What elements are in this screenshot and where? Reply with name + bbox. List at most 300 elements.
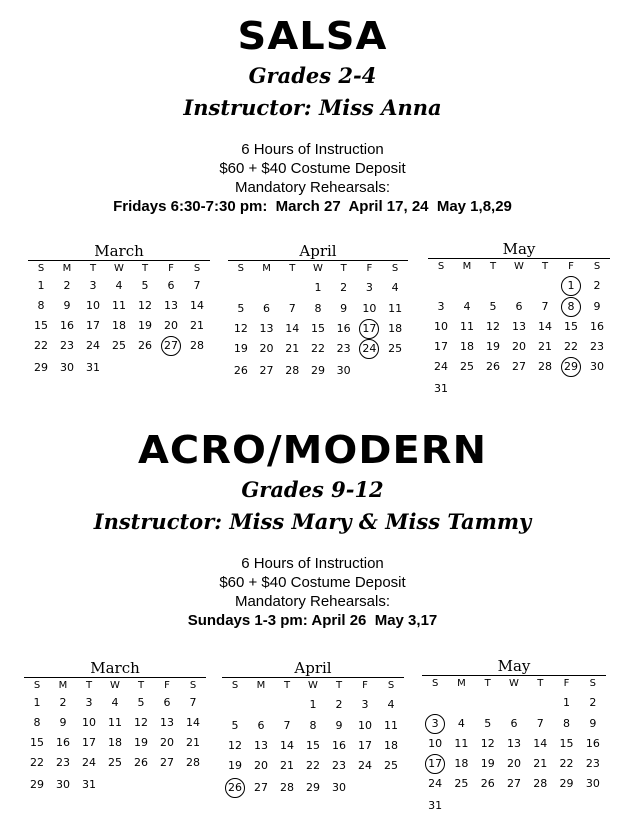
date-number: 26 xyxy=(480,777,495,790)
calendar-day xyxy=(454,337,480,357)
calendar-month-name: May xyxy=(502,240,536,258)
date-number: 10 xyxy=(82,716,96,729)
date-number xyxy=(157,773,177,793)
date-number: 9 xyxy=(335,719,343,732)
weekday-header: S xyxy=(391,263,399,274)
date-number: 17 xyxy=(358,739,372,752)
calendar-week-row xyxy=(428,337,610,357)
date-number: 15 xyxy=(564,320,578,333)
date-number: 31 xyxy=(428,798,443,812)
date-number: 4 xyxy=(463,300,471,313)
calendar-day xyxy=(448,774,474,794)
calendar-day xyxy=(24,773,50,796)
calendar-week-row xyxy=(222,716,404,736)
date-number xyxy=(231,276,251,296)
calendar-grid xyxy=(428,259,610,400)
weekday-header: S xyxy=(431,678,439,689)
calendar-day xyxy=(180,693,206,713)
calendar-day xyxy=(305,359,331,382)
calendar-day xyxy=(326,736,352,756)
calendar-day xyxy=(331,319,357,339)
calendar-day xyxy=(527,754,553,774)
calendar-day xyxy=(154,693,180,713)
calendar-empty-cell xyxy=(102,773,128,796)
calendar-week-row xyxy=(28,276,210,296)
date-number: 25 xyxy=(112,339,126,352)
date-number: 10 xyxy=(358,719,372,732)
date-number: 18 xyxy=(112,319,126,332)
calendar-day xyxy=(54,276,80,296)
calendar-day xyxy=(128,733,154,753)
calendar-day xyxy=(24,713,50,733)
calendar-empty-cell xyxy=(180,773,206,796)
date-number: 25 xyxy=(460,360,474,373)
calendar-month-name: April xyxy=(294,659,332,677)
calendar-week-row xyxy=(422,754,606,774)
weekday-header: W xyxy=(313,263,323,274)
calendar-day xyxy=(454,317,480,337)
date-number: 6 xyxy=(163,696,171,709)
calendar-day xyxy=(501,714,527,734)
calendar-day xyxy=(378,736,404,756)
salsa-calendar-april xyxy=(228,242,408,382)
date-number xyxy=(504,691,524,711)
calendar-day xyxy=(279,319,305,339)
date-number xyxy=(478,794,498,814)
calendar-day xyxy=(501,754,527,774)
calendar-day xyxy=(382,299,408,319)
calendar-week-row xyxy=(24,713,206,733)
calendar-day xyxy=(274,716,300,736)
calendar-day xyxy=(352,756,378,776)
calendar-day xyxy=(154,733,180,753)
calendar-week-row xyxy=(428,274,610,297)
weekday-header: W xyxy=(308,680,318,691)
date-number: 28 xyxy=(538,360,552,373)
date-number xyxy=(530,794,550,814)
calendar-week-row xyxy=(24,753,206,773)
date-number: 26 xyxy=(225,778,245,798)
calendar-empty-cell xyxy=(228,276,254,299)
date-number: 14 xyxy=(190,299,204,312)
date-number: 29 xyxy=(561,357,581,377)
date-number xyxy=(530,691,550,711)
calendar-day xyxy=(80,336,106,356)
salsa-price: $60 + $40 Costume Deposit xyxy=(219,160,406,177)
calendar-day xyxy=(357,276,383,299)
calendar-day xyxy=(501,774,527,794)
weekday-header: S xyxy=(193,263,201,274)
calendar-day xyxy=(382,276,408,299)
calendar-day xyxy=(50,773,76,796)
date-number: 15 xyxy=(310,322,325,335)
calendar-day xyxy=(428,377,454,400)
date-number: 23 xyxy=(60,339,74,352)
date-number: 7 xyxy=(189,696,197,709)
calendar-day xyxy=(300,693,326,716)
date-number: 28 xyxy=(533,777,548,790)
calendar-day xyxy=(584,317,610,337)
calendar-day xyxy=(558,317,584,337)
date-number: 1 xyxy=(314,280,322,294)
acro-calendar-april xyxy=(222,659,404,799)
calendar-empty-cell xyxy=(222,693,248,716)
calendar-day xyxy=(480,297,506,317)
date-number: 9 xyxy=(593,300,601,313)
date-number: 4 xyxy=(115,279,123,292)
calendar-day xyxy=(106,296,132,316)
calendar-day xyxy=(106,316,132,336)
date-number: 5 xyxy=(231,719,239,732)
calendar-day xyxy=(128,713,154,733)
calendar-day xyxy=(76,733,102,753)
weekday-header: F xyxy=(362,680,368,691)
date-number xyxy=(587,377,607,397)
date-number xyxy=(131,773,151,793)
date-number: 9 xyxy=(63,299,71,312)
date-number: 27 xyxy=(160,756,174,769)
calendar-day xyxy=(158,316,184,336)
date-number: 12 xyxy=(233,322,248,335)
calendar-empty-cell xyxy=(428,274,454,297)
weekday-header: T xyxy=(484,678,491,689)
calendar-day xyxy=(454,297,480,317)
calendar-day xyxy=(422,734,448,754)
weekday-header: T xyxy=(85,680,93,691)
date-number: 19 xyxy=(228,759,242,772)
date-number: 8 xyxy=(561,297,581,317)
date-number: 11 xyxy=(108,716,122,729)
calendar-day xyxy=(378,716,404,736)
calendar-day xyxy=(553,754,579,774)
salsa-grades: Grades 2-4 xyxy=(248,63,377,88)
date-number xyxy=(187,356,207,376)
date-number: 7 xyxy=(536,717,544,730)
date-number: 5 xyxy=(137,696,145,709)
date-number: 6 xyxy=(515,300,523,313)
date-number: 23 xyxy=(590,340,604,353)
calendar-week-row xyxy=(228,359,408,382)
weekday-header: T xyxy=(340,263,347,274)
calendar-day xyxy=(102,753,128,773)
calendar-day xyxy=(448,734,474,754)
calendar-day xyxy=(76,753,102,773)
calendar-day xyxy=(506,357,532,377)
date-number: 28 xyxy=(280,780,294,794)
weekday-header: S xyxy=(231,680,239,691)
calendar-day xyxy=(102,693,128,713)
weekday-header: T xyxy=(137,680,145,691)
calendar-day xyxy=(132,296,158,316)
date-number xyxy=(385,359,405,379)
calendar-day xyxy=(305,276,331,299)
calendar-week-row xyxy=(222,756,404,776)
calendar-empty-cell xyxy=(422,691,448,714)
calendar-day xyxy=(305,339,331,359)
date-number: 26 xyxy=(138,339,152,352)
date-number xyxy=(457,274,477,294)
circled-rehearsal-date xyxy=(558,274,584,297)
date-number: 23 xyxy=(585,757,600,770)
date-number: 10 xyxy=(434,320,448,333)
calendar-week-row xyxy=(428,377,610,400)
calendar-week-row xyxy=(228,299,408,319)
date-number: 5 xyxy=(489,300,497,313)
calendar-day xyxy=(305,319,331,339)
calendar-day xyxy=(352,693,378,716)
weekday-header: F xyxy=(168,263,174,274)
calendar-day xyxy=(76,773,102,796)
calendar-day xyxy=(475,714,501,734)
calendar-day xyxy=(80,356,106,379)
calendar-empty-cell xyxy=(279,276,305,299)
date-number: 9 xyxy=(589,717,597,730)
date-number: 19 xyxy=(134,736,148,749)
calendar-empty-cell xyxy=(532,274,558,297)
date-number: 11 xyxy=(384,719,398,732)
date-number xyxy=(431,274,451,294)
weekday-header: S xyxy=(437,261,445,272)
calendar-day xyxy=(584,357,610,377)
calendar-day xyxy=(527,774,553,794)
date-number: 13 xyxy=(164,299,178,312)
calendar-day xyxy=(128,753,154,773)
calendar-day xyxy=(254,299,280,319)
calendar-day xyxy=(279,359,305,382)
weekday-header: S xyxy=(589,678,597,689)
date-number: 28 xyxy=(190,339,204,352)
date-number: 15 xyxy=(559,737,574,750)
calendar-day xyxy=(378,693,404,716)
date-number: 19 xyxy=(138,319,152,332)
weekday-header: S xyxy=(189,680,197,691)
calendar-day xyxy=(428,337,454,357)
date-number: 21 xyxy=(538,340,552,353)
date-number: 22 xyxy=(306,759,320,772)
date-number: 24 xyxy=(86,339,100,352)
date-number: 17 xyxy=(82,736,96,749)
calendar-day xyxy=(50,733,76,753)
date-number: 21 xyxy=(190,319,204,332)
date-number xyxy=(161,356,181,376)
weekday-header: T xyxy=(537,678,544,689)
date-number: 26 xyxy=(134,756,148,769)
weekday-header: F xyxy=(164,680,170,691)
salsa-title: SALSA xyxy=(237,14,388,58)
calendar-day xyxy=(50,713,76,733)
date-number: 14 xyxy=(538,320,552,333)
date-number: 12 xyxy=(480,737,495,750)
calendar-day xyxy=(480,337,506,357)
calendar-day xyxy=(352,736,378,756)
date-number: 12 xyxy=(228,739,242,752)
calendar-month-name: March xyxy=(90,659,140,677)
calendar-month-name: March xyxy=(94,242,144,260)
date-number xyxy=(257,276,277,296)
date-number: 14 xyxy=(186,716,200,729)
calendar-empty-cell xyxy=(532,377,558,400)
weekday-header: T xyxy=(89,263,97,274)
calendar-week-row xyxy=(422,794,606,817)
calendar-day xyxy=(28,276,54,296)
calendar-day xyxy=(580,774,606,794)
date-number: 23 xyxy=(336,342,351,355)
weekday-header: T xyxy=(489,261,497,272)
date-number: 3 xyxy=(89,279,97,292)
date-number: 27 xyxy=(161,336,181,356)
date-number: 3 xyxy=(437,300,445,313)
calendar-day xyxy=(553,774,579,794)
calendar-day xyxy=(506,297,532,317)
calendar-day xyxy=(428,357,454,377)
calendar-empty-cell xyxy=(584,377,610,400)
calendar-week-row xyxy=(222,736,404,756)
calendar-day xyxy=(158,296,184,316)
weekday-header: T xyxy=(289,263,296,274)
date-number xyxy=(425,691,445,711)
calendar-day xyxy=(553,734,579,754)
calendar-day xyxy=(584,337,610,357)
calendar-grid xyxy=(24,678,206,796)
salsa-hours: 6 Hours of Instruction xyxy=(241,141,384,158)
circled-rehearsal-date xyxy=(558,297,584,317)
calendar-day xyxy=(326,693,352,716)
date-number: 4 xyxy=(387,697,395,711)
date-number: 31 xyxy=(86,360,100,374)
date-number: 27 xyxy=(512,360,526,373)
calendar-day xyxy=(184,276,210,296)
calendar-day xyxy=(132,336,158,356)
date-number xyxy=(509,274,529,294)
date-number: 30 xyxy=(56,777,70,791)
calendar-week-row xyxy=(222,776,404,799)
date-number: 23 xyxy=(56,756,70,769)
date-number: 24 xyxy=(359,339,379,359)
weekday-header: M xyxy=(457,678,466,689)
date-number xyxy=(109,356,129,376)
calendar-empty-cell xyxy=(357,359,383,382)
calendar-day xyxy=(248,716,274,736)
calendar-day xyxy=(158,276,184,296)
calendar-empty-cell xyxy=(480,274,506,297)
calendar-week-row xyxy=(422,691,606,714)
date-number xyxy=(483,274,503,294)
calendar-day xyxy=(475,734,501,754)
date-number: 6 xyxy=(257,719,265,732)
calendar-day xyxy=(279,299,305,319)
circled-rehearsal-date xyxy=(558,357,584,377)
calendar-day xyxy=(222,716,248,736)
calendar-day xyxy=(527,714,553,734)
calendar-day xyxy=(254,359,280,382)
date-number: 14 xyxy=(285,322,300,335)
calendar-empty-cell xyxy=(378,776,404,799)
calendar-empty-cell xyxy=(448,794,474,817)
date-number xyxy=(282,276,302,296)
acro-grades: Grades 9-12 xyxy=(241,477,384,502)
calendar-week-row xyxy=(428,357,610,377)
weekday-header: F xyxy=(563,678,570,689)
weekday-header: M xyxy=(62,263,72,274)
date-number: 12 xyxy=(138,299,152,312)
calendar-day xyxy=(54,356,80,379)
weekday-header: F xyxy=(366,263,373,274)
calendar-day xyxy=(80,316,106,336)
date-number: 3 xyxy=(85,696,93,709)
calendar-day xyxy=(300,736,326,756)
calendar-grid xyxy=(28,261,210,379)
calendar-day xyxy=(331,339,357,359)
date-number: 18 xyxy=(454,757,469,770)
date-number: 18 xyxy=(384,739,398,752)
calendar-day xyxy=(506,317,532,337)
calendar-empty-cell xyxy=(254,276,280,299)
calendar-day xyxy=(501,734,527,754)
calendar-day xyxy=(222,736,248,756)
calendar-empty-cell xyxy=(154,773,180,796)
calendar-day xyxy=(506,337,532,357)
date-number xyxy=(251,693,271,713)
date-number: 9 xyxy=(340,302,348,315)
date-number: 21 xyxy=(533,757,548,770)
calendar-day xyxy=(527,734,553,754)
circled-rehearsal-date xyxy=(357,319,383,339)
date-number: 27 xyxy=(506,777,521,790)
date-number: 6 xyxy=(167,279,175,292)
date-number: 19 xyxy=(480,757,495,770)
calendar-day xyxy=(76,713,102,733)
date-number: 24 xyxy=(358,759,372,772)
calendar-day xyxy=(279,339,305,359)
date-number: 11 xyxy=(112,299,126,312)
date-number: 22 xyxy=(30,756,44,769)
date-number: 10 xyxy=(362,302,377,315)
weekday-header: W xyxy=(110,680,120,691)
date-number: 28 xyxy=(186,756,200,769)
calendar-day xyxy=(248,776,274,799)
date-number: 20 xyxy=(512,340,526,353)
date-number: 29 xyxy=(310,363,325,377)
calendar-empty-cell xyxy=(501,794,527,817)
calendar-empty-cell xyxy=(501,691,527,714)
date-number xyxy=(535,274,555,294)
date-number: 16 xyxy=(590,320,604,333)
calendar-week-row xyxy=(422,774,606,794)
calendar-day xyxy=(28,316,54,336)
date-number: 17 xyxy=(359,319,379,339)
date-number: 6 xyxy=(263,302,271,315)
calendar-day xyxy=(300,756,326,776)
date-number: 20 xyxy=(254,759,268,772)
calendar-day xyxy=(154,753,180,773)
date-number xyxy=(483,377,503,397)
calendar-day xyxy=(532,337,558,357)
calendar-day xyxy=(274,756,300,776)
calendar-day xyxy=(357,299,383,319)
calendar-day xyxy=(454,357,480,377)
calendar-week-row xyxy=(228,319,408,339)
calendar-empty-cell xyxy=(248,693,274,716)
date-number xyxy=(509,377,529,397)
calendar-day xyxy=(180,733,206,753)
calendar-empty-cell xyxy=(352,776,378,799)
date-number: 2 xyxy=(593,278,601,292)
weekday-header: W xyxy=(514,261,524,272)
calendar-day xyxy=(102,713,128,733)
calendar-day xyxy=(222,756,248,776)
date-number xyxy=(535,377,555,397)
calendar-day xyxy=(532,297,558,317)
